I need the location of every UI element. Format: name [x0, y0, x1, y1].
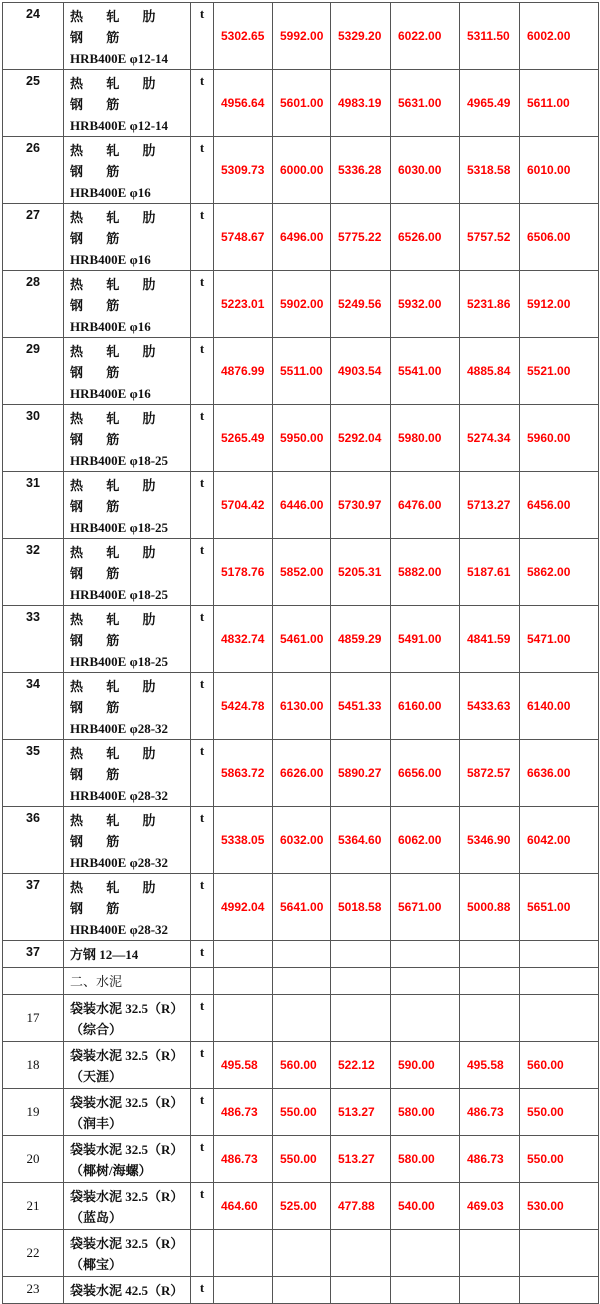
- price-cell: 5178.76: [214, 539, 273, 606]
- price-cell: 5223.01: [214, 271, 273, 338]
- price-cell: 5000.88: [460, 874, 520, 941]
- price-cell: [520, 941, 599, 968]
- price-cell: 6140.00: [520, 673, 599, 740]
- price-cell: 5346.90: [460, 807, 520, 874]
- item-unit: t: [191, 70, 214, 137]
- price-cell: [520, 1230, 599, 1277]
- price-cell: 5249.56: [331, 271, 391, 338]
- price-cell: [331, 941, 391, 968]
- price-cell: 495.58: [460, 1042, 520, 1089]
- item-name-line: 袋装水泥 32.5（R）: [70, 1095, 184, 1110]
- price-cell: 5748.67: [214, 204, 273, 271]
- item-name-line: 热 轧 肋 钢 筋: [70, 746, 166, 782]
- item-unit: t: [191, 740, 214, 807]
- item-unit: t: [191, 539, 214, 606]
- item-unit: t: [191, 1277, 214, 1304]
- item-name: [64, 1230, 191, 1277]
- item-name: [64, 606, 191, 673]
- item-name: [64, 968, 191, 995]
- price-cell: 6030.00: [391, 137, 460, 204]
- table-row: [3, 968, 599, 995]
- item-number: 34: [3, 673, 64, 740]
- item-name-line: HRB400E φ18-25: [70, 587, 169, 602]
- item-name-line: 热 轧 肋 钢 筋: [70, 478, 166, 514]
- price-cell: 5205.31: [331, 539, 391, 606]
- price-cell: 5863.72: [214, 740, 273, 807]
- price-cell: [460, 941, 520, 968]
- price-cell: 5018.58: [331, 874, 391, 941]
- item-number: 20: [3, 1136, 64, 1183]
- table-row: [3, 673, 599, 740]
- item-unit: t: [191, 1089, 214, 1136]
- item-name-line: HRB400E φ18-25: [70, 520, 169, 535]
- price-cell: 4876.99: [214, 338, 273, 405]
- price-cell: 469.03: [460, 1183, 520, 1230]
- price-cell: [520, 995, 599, 1042]
- table-row: [3, 3, 599, 70]
- price-cell: 5882.00: [391, 539, 460, 606]
- price-cell: 5338.05: [214, 807, 273, 874]
- item-unit: t: [191, 271, 214, 338]
- item-name: [64, 1089, 191, 1136]
- price-cell: 4965.49: [460, 70, 520, 137]
- table-row: [3, 606, 599, 673]
- price-cell: 5601.00: [273, 70, 331, 137]
- price-cell: 495.58: [214, 1042, 273, 1089]
- price-cell: 6062.00: [391, 807, 460, 874]
- item-name-line: HRB400E φ16: [70, 386, 151, 401]
- table-row: [3, 271, 599, 338]
- item-number: 18: [3, 1042, 64, 1089]
- price-cell: [331, 1230, 391, 1277]
- item-name-line: 热 轧 肋 钢 筋: [70, 679, 166, 715]
- price-cell: 486.73: [214, 1089, 273, 1136]
- item-name: [64, 70, 191, 137]
- price-cell: 5491.00: [391, 606, 460, 673]
- price-cell: 6506.00: [520, 204, 599, 271]
- table-row: [3, 405, 599, 472]
- item-name: [64, 405, 191, 472]
- price-cell: 560.00: [520, 1042, 599, 1089]
- price-cell: 5292.04: [331, 405, 391, 472]
- price-cell: 6160.00: [391, 673, 460, 740]
- table-row: [3, 807, 599, 874]
- price-cell: 5541.00: [391, 338, 460, 405]
- price-cell: 5671.00: [391, 874, 460, 941]
- price-cell: 550.00: [273, 1136, 331, 1183]
- price-cell: [520, 968, 599, 995]
- item-name-line: （椰树/海螺）: [70, 1163, 152, 1178]
- item-name-line: HRB400E φ28-32: [70, 721, 169, 736]
- price-cell: 5641.00: [273, 874, 331, 941]
- item-name-line: 袋装水泥 32.5（R）: [70, 1048, 184, 1063]
- price-cell: 5329.20: [331, 3, 391, 70]
- item-unit: t: [191, 1136, 214, 1183]
- item-number: 27: [3, 204, 64, 271]
- item-unit: t: [191, 137, 214, 204]
- table-row: [3, 1277, 599, 1304]
- table-row: [3, 740, 599, 807]
- price-cell: [460, 1277, 520, 1304]
- price-cell: 5704.42: [214, 472, 273, 539]
- item-unit: [191, 1230, 214, 1277]
- price-cell: 522.12: [331, 1042, 391, 1089]
- item-unit: t: [191, 673, 214, 740]
- price-cell: [214, 1277, 273, 1304]
- price-cell: 580.00: [391, 1136, 460, 1183]
- price-cell: 5265.49: [214, 405, 273, 472]
- price-cell: 5980.00: [391, 405, 460, 472]
- item-name: [64, 204, 191, 271]
- price-cell: 513.27: [331, 1089, 391, 1136]
- price-cell: 5912.00: [520, 271, 599, 338]
- item-name-line: 热 轧 肋 钢 筋: [70, 143, 166, 179]
- item-unit: t: [191, 1042, 214, 1089]
- item-name-line: 热 轧 肋 钢 筋: [70, 9, 166, 45]
- item-name: [64, 1277, 191, 1304]
- price-cell: [460, 1230, 520, 1277]
- item-name-line: HRB400E φ16: [70, 319, 151, 334]
- price-cell: 4885.84: [460, 338, 520, 405]
- item-name-line: HRB400E φ12-14: [70, 51, 169, 66]
- item-name-line: 二、水泥: [70, 974, 123, 989]
- price-cell: 5521.00: [520, 338, 599, 405]
- price-cell: [520, 1277, 599, 1304]
- price-cell: 540.00: [391, 1183, 460, 1230]
- price-cell: 6656.00: [391, 740, 460, 807]
- price-cell: 5611.00: [520, 70, 599, 137]
- price-cell: 4832.74: [214, 606, 273, 673]
- item-number: 21: [3, 1183, 64, 1230]
- price-cell: 4992.04: [214, 874, 273, 941]
- price-cell: [391, 1230, 460, 1277]
- price-cell: 486.73: [460, 1136, 520, 1183]
- price-cell: 5187.61: [460, 539, 520, 606]
- table-row: [3, 1089, 599, 1136]
- price-cell: 6032.00: [273, 807, 331, 874]
- item-unit: t: [191, 338, 214, 405]
- price-cell: 5862.00: [520, 539, 599, 606]
- price-cell: [273, 941, 331, 968]
- price-cell: 5932.00: [391, 271, 460, 338]
- price-cell: 550.00: [520, 1136, 599, 1183]
- item-name-line: 袋装水泥 32.5（R）: [70, 1142, 184, 1157]
- price-cell: 6042.00: [520, 807, 599, 874]
- price-cell: 5461.00: [273, 606, 331, 673]
- item-number: 31: [3, 472, 64, 539]
- price-cell: 5651.00: [520, 874, 599, 941]
- item-name: [64, 807, 191, 874]
- table-row: [3, 941, 599, 968]
- item-name: [64, 338, 191, 405]
- item-name: [64, 3, 191, 70]
- item-unit: t: [191, 405, 214, 472]
- table-row: [3, 1230, 599, 1277]
- item-number: 37: [3, 941, 64, 968]
- price-cell: 4983.19: [331, 70, 391, 137]
- item-name-line: 热 轧 肋 钢 筋: [70, 344, 166, 380]
- price-cell: 5950.00: [273, 405, 331, 472]
- price-cell: [391, 941, 460, 968]
- item-number: 29: [3, 338, 64, 405]
- item-number: 30: [3, 405, 64, 472]
- price-cell: 560.00: [273, 1042, 331, 1089]
- price-cell: 486.73: [214, 1136, 273, 1183]
- table-row: [3, 1042, 599, 1089]
- price-cell: [331, 1277, 391, 1304]
- item-name-line: 热 轧 肋 钢 筋: [70, 411, 166, 447]
- item-number: 19: [3, 1089, 64, 1136]
- item-name: [64, 874, 191, 941]
- item-name-line: 热 轧 肋 钢 筋: [70, 813, 166, 849]
- price-cell: 6476.00: [391, 472, 460, 539]
- price-cell: 5775.22: [331, 204, 391, 271]
- price-cell: 6022.00: [391, 3, 460, 70]
- price-cell: 5336.28: [331, 137, 391, 204]
- price-cell: 5433.63: [460, 673, 520, 740]
- price-cell: 550.00: [520, 1089, 599, 1136]
- item-unit: t: [191, 472, 214, 539]
- price-cell: 550.00: [273, 1089, 331, 1136]
- item-name-line: 热 轧 肋 钢 筋: [70, 210, 166, 246]
- price-cell: [460, 968, 520, 995]
- price-cell: 6526.00: [391, 204, 460, 271]
- table-row: [3, 539, 599, 606]
- item-name-line: HRB400E φ18-25: [70, 453, 169, 468]
- item-name: [64, 539, 191, 606]
- item-unit: t: [191, 1183, 214, 1230]
- price-table: [2, 2, 599, 1304]
- item-name: [64, 472, 191, 539]
- item-name: [64, 137, 191, 204]
- price-cell: [273, 995, 331, 1042]
- item-unit: [191, 968, 214, 995]
- item-name-line: 热 轧 肋 钢 筋: [70, 277, 166, 313]
- price-cell: 5730.97: [331, 472, 391, 539]
- table-row: [3, 204, 599, 271]
- item-name: [64, 1136, 191, 1183]
- item-unit: t: [191, 995, 214, 1042]
- item-number: 36: [3, 807, 64, 874]
- item-name-line: 袋装水泥 32.5（R）: [70, 1236, 184, 1251]
- item-unit: t: [191, 204, 214, 271]
- price-cell: 5960.00: [520, 405, 599, 472]
- table-row: [3, 137, 599, 204]
- item-name-line: 热 轧 肋 钢 筋: [70, 545, 166, 581]
- price-cell: 5231.86: [460, 271, 520, 338]
- price-cell: [391, 995, 460, 1042]
- price-cell: [391, 1277, 460, 1304]
- item-name-line: HRB400E φ28-32: [70, 922, 169, 937]
- price-cell: [331, 995, 391, 1042]
- table-row: [3, 995, 599, 1042]
- item-name: [64, 941, 191, 968]
- price-cell: [331, 968, 391, 995]
- item-number: 25: [3, 70, 64, 137]
- table-row: [3, 874, 599, 941]
- item-number: 37: [3, 874, 64, 941]
- price-cell: 6456.00: [520, 472, 599, 539]
- item-name: [64, 995, 191, 1042]
- price-cell: 5713.27: [460, 472, 520, 539]
- table-row: [3, 1183, 599, 1230]
- item-number: 23: [3, 1277, 64, 1304]
- item-name-line: （综合）: [70, 1022, 123, 1037]
- item-unit: t: [191, 807, 214, 874]
- item-number: 26: [3, 137, 64, 204]
- price-cell: 5309.73: [214, 137, 273, 204]
- price-cell: [460, 995, 520, 1042]
- item-number: 32: [3, 539, 64, 606]
- price-cell: 5872.57: [460, 740, 520, 807]
- table-row: [3, 338, 599, 405]
- item-unit: t: [191, 874, 214, 941]
- price-cell: 513.27: [331, 1136, 391, 1183]
- item-name-line: （椰宝）: [70, 1257, 123, 1272]
- item-name-line: 热 轧 肋 钢 筋: [70, 76, 166, 112]
- item-unit: t: [191, 941, 214, 968]
- item-name: [64, 1042, 191, 1089]
- item-number: 17: [3, 995, 64, 1042]
- price-cell: 5890.27: [331, 740, 391, 807]
- price-cell: 6010.00: [520, 137, 599, 204]
- item-name-line: 袋装水泥 32.5（R）: [70, 1001, 184, 1016]
- price-cell: 6002.00: [520, 3, 599, 70]
- price-cell: 486.73: [460, 1089, 520, 1136]
- price-cell: [214, 1230, 273, 1277]
- price-cell: 525.00: [273, 1183, 331, 1230]
- item-unit: t: [191, 3, 214, 70]
- price-cell: 5852.00: [273, 539, 331, 606]
- item-name-line: 袋装水泥 42.5（R）: [70, 1283, 184, 1298]
- item-number: 35: [3, 740, 64, 807]
- price-cell: 464.60: [214, 1183, 273, 1230]
- price-cell: 4903.54: [331, 338, 391, 405]
- price-cell: 5311.50: [460, 3, 520, 70]
- price-cell: 4859.29: [331, 606, 391, 673]
- price-cell: 5511.00: [273, 338, 331, 405]
- price-cell: 6496.00: [273, 204, 331, 271]
- item-name-line: HRB400E φ12-14: [70, 118, 169, 133]
- price-cell: 4956.64: [214, 70, 273, 137]
- price-cell: 5302.65: [214, 3, 273, 70]
- price-cell: 477.88: [331, 1183, 391, 1230]
- price-cell: 5424.78: [214, 673, 273, 740]
- item-number: 28: [3, 271, 64, 338]
- item-name-line: （天涯）: [70, 1069, 123, 1084]
- item-name-line: （润丰）: [70, 1116, 123, 1131]
- price-cell: 5471.00: [520, 606, 599, 673]
- table-row: [3, 70, 599, 137]
- price-cell: 5631.00: [391, 70, 460, 137]
- price-cell: 6000.00: [273, 137, 331, 204]
- price-cell: [214, 968, 273, 995]
- item-number: [3, 968, 64, 995]
- price-cell: [214, 941, 273, 968]
- item-name-line: 热 轧 肋 钢 筋: [70, 612, 166, 648]
- price-cell: [273, 968, 331, 995]
- price-cell: 5451.33: [331, 673, 391, 740]
- item-name-line: （蓝岛）: [70, 1210, 123, 1225]
- item-name-line: HRB400E φ18-25: [70, 654, 169, 669]
- item-name-line: HRB400E φ16: [70, 252, 151, 267]
- item-number: 33: [3, 606, 64, 673]
- item-number: 22: [3, 1230, 64, 1277]
- item-name-line: HRB400E φ16: [70, 185, 151, 200]
- price-cell: [273, 1230, 331, 1277]
- price-cell: 580.00: [391, 1089, 460, 1136]
- price-cell: 6446.00: [273, 472, 331, 539]
- item-name: [64, 1183, 191, 1230]
- price-cell: [273, 1277, 331, 1304]
- table-row: [3, 472, 599, 539]
- item-name-line: HRB400E φ28-32: [70, 855, 169, 870]
- item-unit: t: [191, 606, 214, 673]
- table-row: [3, 1136, 599, 1183]
- price-cell: 5757.52: [460, 204, 520, 271]
- price-cell: 5992.00: [273, 3, 331, 70]
- price-cell: 5318.58: [460, 137, 520, 204]
- price-cell: [391, 968, 460, 995]
- item-number: 24: [3, 3, 64, 70]
- price-cell: 6626.00: [273, 740, 331, 807]
- item-name: [64, 673, 191, 740]
- price-cell: 6130.00: [273, 673, 331, 740]
- price-cell: [214, 995, 273, 1042]
- price-cell: 590.00: [391, 1042, 460, 1089]
- item-name-line: 袋装水泥 32.5（R）: [70, 1189, 184, 1204]
- price-cell: 530.00: [520, 1183, 599, 1230]
- item-name: [64, 740, 191, 807]
- price-cell: 5274.34: [460, 405, 520, 472]
- price-cell: 6636.00: [520, 740, 599, 807]
- item-name: [64, 271, 191, 338]
- price-cell: 4841.59: [460, 606, 520, 673]
- item-name-line: 方钢 12—14: [70, 947, 139, 962]
- item-name-line: HRB400E φ28-32: [70, 788, 169, 803]
- price-cell: 5902.00: [273, 271, 331, 338]
- item-name-line: 热 轧 肋 钢 筋: [70, 880, 166, 916]
- price-cell: 5364.60: [331, 807, 391, 874]
